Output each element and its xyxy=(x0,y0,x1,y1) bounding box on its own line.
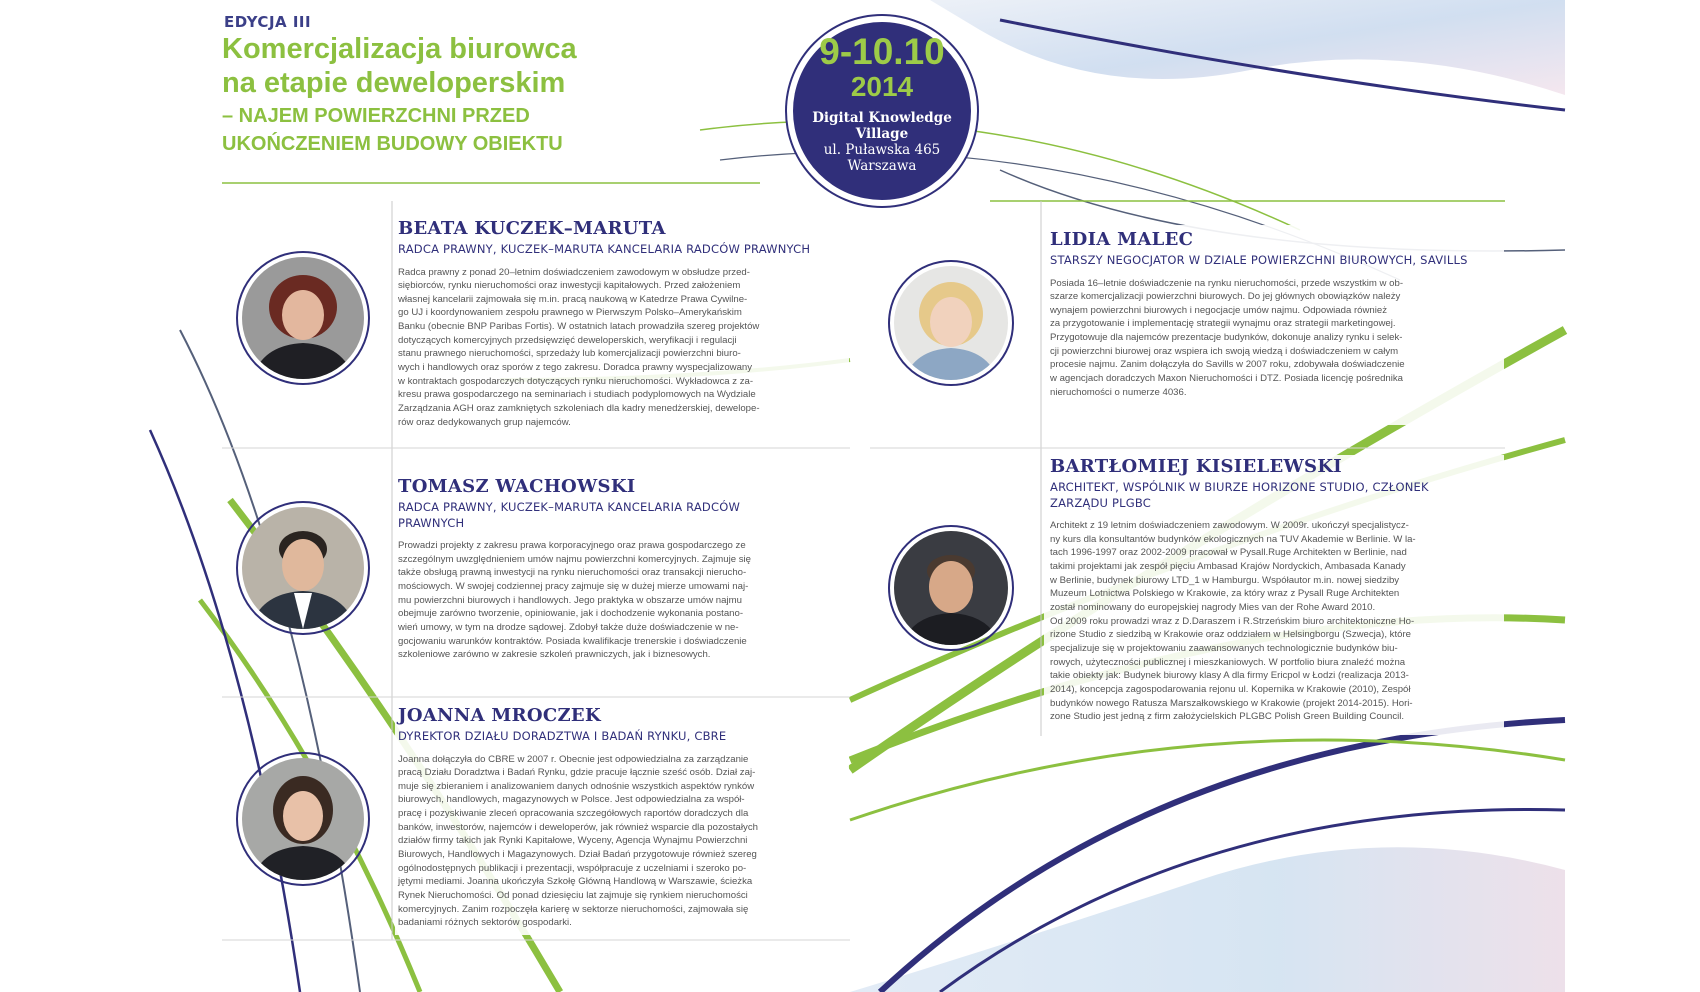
speaker-card-bartlomiej xyxy=(1050,457,1500,724)
speaker-bio: Joanna dołączyła do CBRE w 2007 r. Obecnie jest odpowiedzialna za zarządzanie pracą Działu Doradztwa i Badań Rynku, gdzie pracuje łącznie sześć osób. Dział zaj- muje się zbieraniem i analizowaniem danych odnośnie wszystkich aspektów rynków biurowych, handlowych, magazynowych w Polsce. Jest odpowiedzialna za współ- pracę i pozyskiwanie zleceń opracowania szczegółowych raportów doradczych dla banków, inwestorów, najemców i deweloperów, jak również wsparcie dla pozostałych działów firmy takich jak Rynki Kapitałowe, Wyceny, Agencja Wynajmu Powierzchni Biurowych, Handlowych i Magazynowych. Dział Badań przygotowuje również szereg ogólnodostępnych publikacji i prezentacji, współpracuje z uczelniami i szeroko po- jętymi mediami. Joanna ukończyła Szkołę Główną Handlową w Warszawie, ścieżka Rynek Nieruchomości. Od ponad dziesięciu lat zajmuje się rynkiem nieruchomości komercyjnych. Zanim rozpoczęła karierę w sektorze nieruchomości, zajmowała się badaniami różnych sektorów gospodarki. xyxy=(398,753,758,929)
speaker-name: JOANNA MROCZEK xyxy=(398,705,601,726)
speaker-role: STARSZY NEGOCJATOR W DZIALE POWIERZCHNI BIUROWYCH, SAVILLS xyxy=(1050,253,1468,267)
speaker-card-tomasz xyxy=(398,477,844,662)
event-year: 2014 xyxy=(850,71,914,102)
speaker-photo-beata xyxy=(242,257,364,379)
event-info-circle xyxy=(793,22,971,200)
subtitle-line: UKOŃCZENIEM BUDOWY OBIEKTU xyxy=(222,133,563,155)
event-venue: Village xyxy=(855,126,909,142)
speaker-card-lidia xyxy=(1050,230,1500,399)
speaker-card-joanna xyxy=(398,706,844,930)
speaker-name: LIDIA MALEC xyxy=(1050,229,1194,250)
page-title xyxy=(222,32,722,100)
speaker-photo-lidia xyxy=(894,266,1008,380)
speaker-role: DYREKTOR DZIAŁU DORADZTWA I BADAŃ RYNKU, CBRE xyxy=(398,729,727,743)
speaker-photo-joanna xyxy=(242,758,364,880)
portrait-woman-icon xyxy=(894,266,1008,380)
speaker-card-beata xyxy=(398,219,844,429)
speaker-bio: Architekt z 19 letnim doświadczeniem zawodowym. W 2009r. ukończył specjalistycz- ny kurs dla konsultantów budynków ekologicznych na TUV Akademie w Berlinie. W la- tach 1996-1997 oraz 2002-2009 pracował w Pysall.Ruge Architekten w Berlinie, nad takimi projektami jak zespół pięciu Ambasad Krajów Nordyckich, Ambasada Kanady w Berlinie, budynek biurowy LTD_1 w Hamburgu. Współautor m.in. nowej siedziby Muzeum Lotnictwa Polskiego w Krakowie, za który wraz z Pysall Ruge Architekten został nominowany do europejskiej nagrody Mies van der Rohe Award 2010. Od 2009 roku prowadzi wraz z D.Daraszem i R.Strzeńskim biuro architektoniczne Ho- rizone Studio z siedzibą w Krakowie oraz oddziałem w Helsingborgu (Szwecja), które specjalizuje się w projektowaniu zaawansowanych technologicznie budynków biu- rowych, użyteczności publicznej i mieszkaniowych. W portfolio biura znaleźć można takie obiekty jak: Budynek biurowy klasy A dla firmy Ericpol w Łodzi (realizacja 2013- 2014), koncepcja zagospodarowania rejonu ul. Kopernika w Krakowie (2010), Zespół budynków nowego Ratusza Marszałkowskiego w Krakowie (projekt 2014-2015). Hori- zone Studio jest jedną z firm założycielskich PLGBC Polish Green Building Council. xyxy=(1050,520,1416,723)
title-line: Komercjalizacja biurowca xyxy=(222,33,577,65)
event-date: 9-10.10 xyxy=(819,31,945,72)
title-line: na etapie deweloperskim xyxy=(222,67,566,99)
portrait-man-icon xyxy=(894,531,1008,645)
speaker-role: ARCHITEKT, WSPÓLNIK W BIURZE HORIZONE STUDIO, CZŁONEK ZARZĄDU PLGBC xyxy=(1050,480,1429,510)
edition-label: EDYCJA III xyxy=(224,13,312,31)
speaker-name: TOMASZ WACHOWSKI xyxy=(398,476,636,497)
subtitle-line: – NAJEM POWIERZCHNI PRZED xyxy=(222,105,530,127)
event-address: ul. Puławska 465 xyxy=(823,142,941,158)
speaker-bio: Posiada 16–letnie doświadczenie na rynku nieruchomości, przede wszystkim w ob- szarze komercjalizacji powierzchni biurowych. Do jej głównych obowiązków należy wynajem powierzchni biurowych i negocjacje umów najmu. Odpowiada również za przygotowanie i implementację strategii wynajmu oraz strategii marketingowej. Przygotowuje dla najemców prezentacje budynków, dokonuje analizy rynku i selek- cji powierzchni biurowej oraz wspiera ich swoją wiedzą i doświadczeniem w całym procesie najmu. Zanim dołączyła do Savills w 2007 roku, zdobywała doświadczenie w agencjach doradczych Maxon Nieruchomości i DTZ. Posiada licencję pośrednika nieruchomości o numerze 4036. xyxy=(1050,277,1405,398)
speaker-bio: Prowadzi projekty z zakresu prawa korporacyjnego oraz prawa gospodarczego ze szczególnym uwzględnieniem umów najmu powierzchni komercyjnych. Zajmuje się także obsługą prawną inwestycji na rynku nieruchomości oraz transakcji nierucho- mościowych. W swojej codziennej pracy zajmuje się w dużej mierze umowami naj- mu powierzchni biurowych i handlowych. Jego praktyka w obszarze umów najmu obejmuje zarówno tworzenie, opiniowanie, jak i dochodzenie wykonania postano- wień umowy, w tym na drodze sądowej. Zdobył także duże doświadczenie w ne- gocjowaniu warunków kontraktów. Posiada kwalifikacje trenerskie i doświadczenie szkoleniowe zarówno w zakresie szkoleń prawniczych, jak i biznesowych. xyxy=(398,540,751,661)
portrait-woman-icon xyxy=(242,758,364,880)
bottom-right-image xyxy=(850,847,1565,992)
speaker-photo-bartlomiej xyxy=(894,531,1008,645)
portrait-man-icon xyxy=(242,507,364,629)
top-right-image xyxy=(930,0,1565,95)
speaker-name: BEATA KUCZEK–MARUTA xyxy=(398,218,666,239)
event-venue: Digital Knowledge xyxy=(812,110,952,126)
speaker-photo-tomasz xyxy=(242,507,364,629)
portrait-woman-icon xyxy=(242,257,364,379)
speaker-role: RADCA PRAWNY, KUCZEK–MARUTA KANCELARIA RADCÓW PRAWNYCH xyxy=(398,242,811,256)
speaker-bio: Radca prawny z ponad 20–letnim doświadczeniem zawodowym w obsłudze przed- siębiorców, rynku nieruchomości oraz inwestycji kapitałowych. Przed założeniem własnej kancelarii zajmowała się m.in. pracą naukową w Katedrze Prawa Cywilne- go UJ i koordynowaniem zespołu prawnego w Pierwszym Polsko–Amerykańskim Banku (obecnie BNP Paribas Fortis). W ostatnich latach prowadziła szereg projektów dotyczących komercyjnych przedsięwzięć deweloperskich, weryfikacji i regulacji stanu prawnego nieruchomości, sprzedaży lub komercjalizacji powierzchni biuro- wych i handlowych oraz sporów z tego zakresu. Doradca prawny wyspecjalizowany w kontraktach gospodarczych dotyczących rynku nieruchomości. Wykładowca z za- kresu prawa gospodarczego na seminariach i studiach podyplomowych na Wydziale Zarządzania AGH oraz zamkniętych szkoleniach dla kadry menedżerskiej, dewelope- rów oraz dedykowanych grup najemców. xyxy=(398,266,760,428)
page-subtitle xyxy=(222,102,722,158)
event-address: Warszawa xyxy=(847,158,917,174)
speaker-role: RADCA PRAWNY, KUCZEK–MARUTA KANCELARIA RADCÓW PRAWNYCH xyxy=(398,500,741,530)
speaker-name: BARTŁOMIEJ KISIELEWSKI xyxy=(1050,456,1342,477)
